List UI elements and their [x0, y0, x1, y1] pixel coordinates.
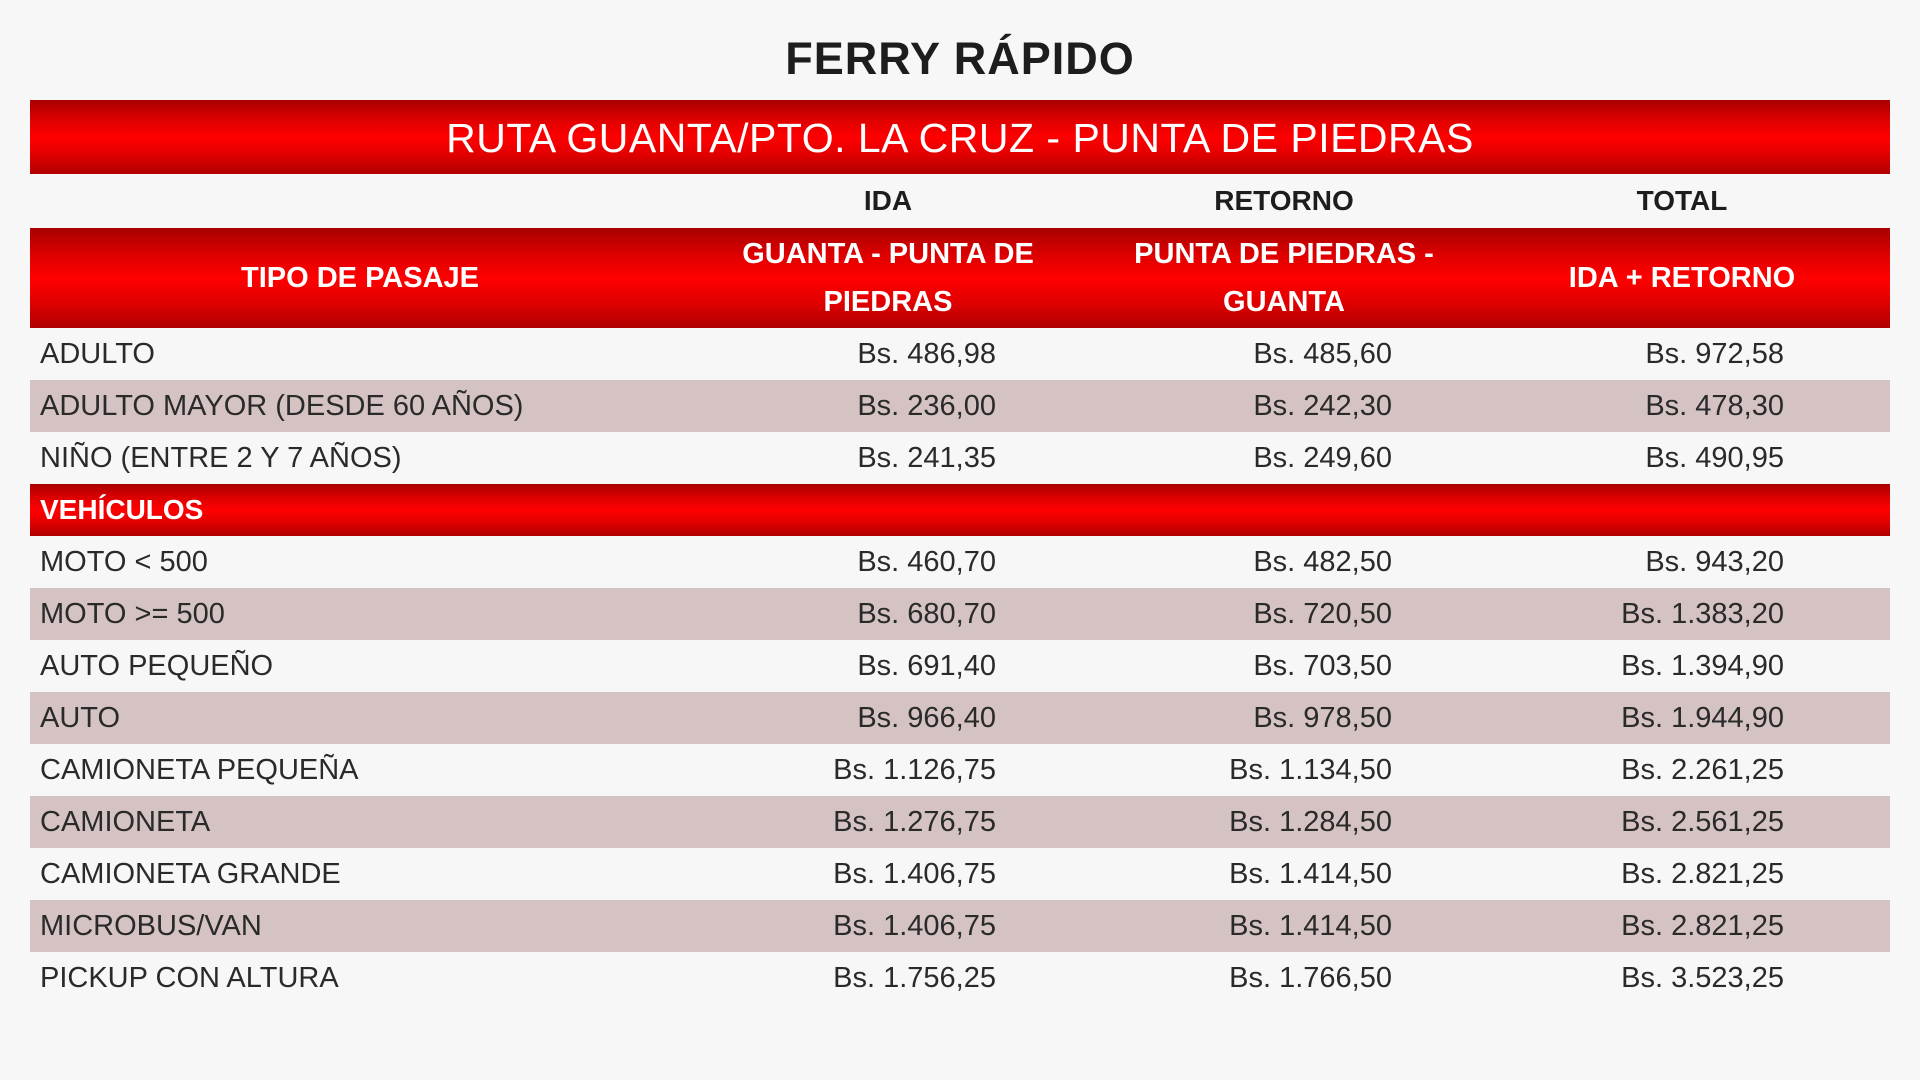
price-total: Bs. 490,95 — [1645, 441, 1784, 474]
price-total: Bs. 2.821,25 — [1621, 909, 1784, 942]
price-ida: Bs. 680,70 — [857, 597, 996, 630]
price-retorno: Bs. 242,30 — [1253, 389, 1392, 422]
price-retorno: Bs. 1.414,50 — [1229, 857, 1392, 890]
price-retorno: Bs. 249,60 — [1253, 441, 1392, 474]
row-label: MOTO < 500 — [40, 545, 208, 578]
page-title: FERRY RÁPIDO — [785, 33, 1135, 84]
row-label: CAMIONETA PEQUEÑA — [40, 753, 359, 786]
price-ida: Bs. 1.126,75 — [833, 753, 996, 786]
price-total: Bs. 2.821,25 — [1621, 857, 1784, 890]
price-ida: Bs. 241,35 — [857, 441, 996, 474]
table-row — [30, 432, 1890, 484]
price-total: Bs. 1.383,20 — [1621, 597, 1784, 630]
table-row — [30, 744, 1890, 796]
price-total: Bs. 1.944,90 — [1621, 701, 1784, 734]
price-ida: Bs. 486,98 — [857, 337, 996, 370]
price-retorno: Bs. 703,50 — [1253, 649, 1392, 682]
row-label: AUTO PEQUEÑO — [40, 649, 274, 682]
row-label: CAMIONETA GRANDE — [40, 857, 341, 890]
column-group-retorno: RETORNO — [1214, 185, 1354, 216]
price-ida: Bs. 1.756,25 — [833, 961, 996, 994]
price-total: Bs. 2.261,25 — [1621, 753, 1784, 786]
price-retorno: Bs. 1.766,50 — [1229, 961, 1392, 994]
row-label: MICROBUS/VAN — [40, 909, 262, 942]
price-total: Bs. 972,58 — [1645, 337, 1784, 370]
price-ida: Bs. 966,40 — [857, 701, 996, 734]
table-row — [30, 588, 1890, 640]
table-row — [30, 536, 1890, 588]
price-total: Bs. 3.523,25 — [1621, 961, 1784, 994]
price-retorno: Bs. 720,50 — [1253, 597, 1392, 630]
vehicles-section-header: VEHÍCULOS — [30, 484, 1890, 536]
row-label: CAMIONETA — [40, 805, 211, 838]
price-ida: Bs. 236,00 — [857, 389, 996, 422]
row-label: ADULTO MAYOR (DESDE 60 AÑOS) — [40, 389, 524, 422]
row-label: ADULTO — [40, 337, 155, 370]
price-total: Bs. 478,30 — [1645, 389, 1784, 422]
price-retorno: Bs. 485,60 — [1253, 337, 1392, 370]
price-ida: Bs. 1.276,75 — [833, 805, 996, 838]
table-header-row — [30, 228, 1890, 328]
row-label: AUTO — [40, 701, 121, 734]
price-ida: Bs. 691,40 — [857, 649, 996, 682]
header-total: IDA + RETORNO — [1568, 262, 1796, 294]
price-ida: Bs. 1.406,75 — [833, 857, 996, 890]
price-ida: Bs. 460,70 — [857, 545, 996, 578]
header-retorno-route: PUNTA DE PIEDRAS - GUANTA — [1134, 238, 1434, 318]
column-group-row — [30, 174, 1890, 228]
row-label: PICKUP CON ALTURA — [40, 961, 339, 994]
price-retorno: Bs. 1.414,50 — [1229, 909, 1392, 942]
price-ida: Bs. 1.406,75 — [833, 909, 996, 942]
price-retorno: Bs. 1.134,50 — [1229, 753, 1392, 786]
price-retorno: Bs. 978,50 — [1253, 701, 1392, 734]
price-retorno: Bs. 482,50 — [1253, 545, 1392, 578]
row-label: MOTO >= 500 — [40, 597, 225, 630]
price-total: Bs. 1.394,90 — [1621, 649, 1784, 682]
table-row — [30, 796, 1890, 848]
table-row — [30, 952, 1890, 1004]
price-retorno: Bs. 1.284,50 — [1229, 805, 1392, 838]
row-label: NIÑO (ENTRE 2 Y 7 AÑOS) — [40, 441, 402, 474]
header-ida-route: GUANTA - PUNTA DE PIEDRAS — [742, 238, 1034, 318]
table-row — [30, 380, 1890, 432]
table-row — [30, 692, 1890, 744]
header-tipo-de-pasaje: TIPO DE PASAJE — [241, 262, 479, 294]
price-total: Bs. 943,20 — [1645, 545, 1784, 578]
table-row — [30, 900, 1890, 952]
price-total: Bs. 2.561,25 — [1621, 805, 1784, 838]
column-group-total: TOTAL — [1636, 185, 1728, 216]
table-row — [30, 640, 1890, 692]
route-banner: RUTA GUANTA/PTO. LA CRUZ - PUNTA DE PIEDRAS — [30, 100, 1890, 174]
table-row — [30, 848, 1890, 900]
table-row — [30, 328, 1890, 380]
column-group-ida: IDA — [863, 185, 913, 216]
